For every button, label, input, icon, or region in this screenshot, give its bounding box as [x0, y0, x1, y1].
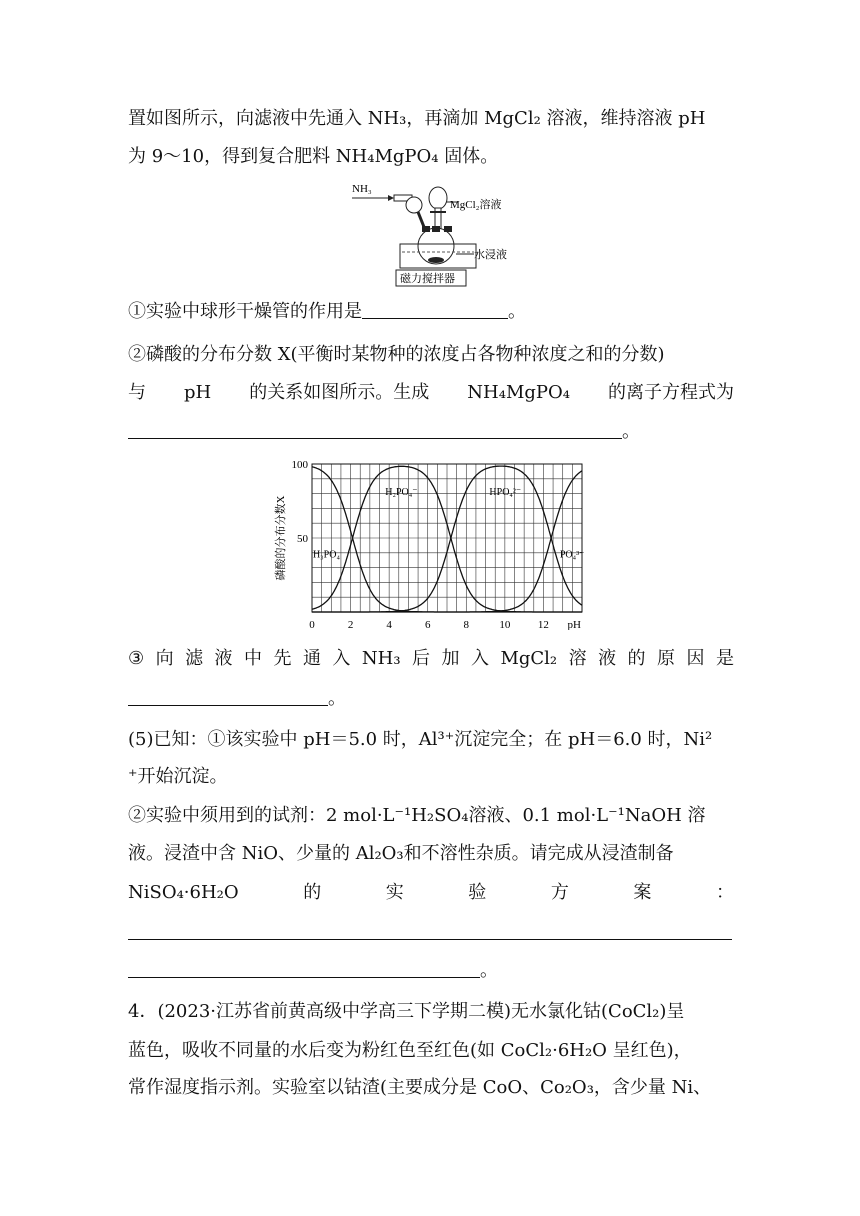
word: 原	[657, 648, 676, 669]
answer-blank[interactable]	[128, 921, 732, 940]
word: 与	[128, 382, 146, 403]
x-tick-label: 6	[424, 619, 431, 630]
text-line: 置如图所示，向滤液中先通入 NH₃，再滴加 MgCl₂ 溶液，维持溶液 pH	[128, 108, 706, 129]
mgcl2-label: MgCl₂溶液	[450, 199, 502, 211]
x-tick-label: 10	[499, 619, 511, 630]
word: 液	[214, 648, 233, 669]
drying-tube	[406, 197, 422, 213]
series-label: H₂PO₄⁻	[385, 487, 418, 499]
apparatus-figure	[350, 180, 520, 288]
word: 向	[155, 648, 174, 669]
text-line: (5)已知：①该实验中 pH＝5.0 时，Al³⁺沉淀完全；在 pH＝6.0 时，Ni²	[128, 729, 713, 750]
word: 后	[412, 648, 431, 669]
water-label: 水浸液	[474, 249, 507, 261]
answer-blank[interactable]	[128, 959, 480, 978]
word: 是	[715, 648, 734, 669]
x-tick-label: 8	[463, 619, 470, 630]
word: 的	[627, 648, 646, 669]
distribution-chart	[270, 452, 600, 630]
word: 入	[470, 648, 489, 669]
answer-blank[interactable]	[128, 687, 328, 706]
word: 的	[303, 882, 322, 903]
text-line: ②实验中须用到的试剂：2 mol·L⁻¹H₂SO₄溶液、0.1 mol·L⁻¹NaOH 溶	[128, 805, 706, 826]
justified-line	[128, 647, 734, 671]
y-tick-label: 50	[297, 533, 308, 545]
justified-line	[128, 381, 734, 405]
text-line: ②磷酸的分布分数 X(平衡时某物种的浓度占各物种浓度之和的分数)	[128, 344, 665, 365]
answer-line	[128, 420, 734, 444]
word: 通	[302, 648, 321, 669]
word: 滤	[185, 648, 204, 669]
period: 。	[328, 688, 346, 709]
word: 的离子方程式为	[608, 382, 734, 403]
period: 。	[508, 301, 526, 322]
x-tick-label: 2	[347, 619, 354, 630]
word: ③	[128, 648, 145, 669]
answer-line	[128, 921, 734, 945]
text-line: 4．(2023·江苏省前黄高级中学高三下学期二模)无水氯化钴(CoCl₂)呈	[128, 1001, 685, 1022]
answer-line	[128, 687, 734, 711]
series-label: HPO₄²⁻	[489, 487, 522, 499]
word: 溶	[568, 648, 587, 669]
text-line: 为 9～10，得到复合肥料 NH₄MgPO₄ 固体。	[128, 146, 499, 167]
word: ：	[715, 882, 734, 903]
x-axis-label: pH	[567, 619, 582, 630]
word: 入	[332, 648, 351, 669]
nh3-label: NH₃	[352, 183, 372, 195]
text-line: ⁺开始沉淀。	[128, 766, 228, 787]
dropping-funnel	[429, 187, 447, 209]
stirrer-label: 磁力搅拌器	[400, 273, 455, 285]
word: 加	[441, 648, 460, 669]
x-tick-label: 4	[386, 619, 392, 630]
question-line	[128, 300, 734, 324]
word: NH₃	[361, 648, 401, 669]
word: NiSO₄·6H₂O	[128, 882, 239, 903]
word: NH₄MgPO₄	[467, 382, 570, 403]
word: 先	[273, 648, 292, 669]
word: 方	[550, 882, 569, 903]
word: 液	[598, 648, 617, 669]
x-tick-label: 12	[537, 619, 549, 630]
series-label: H₃PO₄	[312, 549, 340, 561]
text-line: 蓝色，吸收不同量的水后变为粉红色至红色(如 CoCl₂·6H₂O 呈红色)，	[128, 1040, 692, 1061]
y-tick-label: 100	[291, 459, 308, 471]
question-text: ①实验中球形干燥管的作用是	[128, 301, 362, 322]
y-axis-label: 磷酸的分布分数X	[275, 495, 287, 581]
justified-line	[128, 881, 734, 905]
answer-blank[interactable]	[128, 420, 622, 439]
word: 实	[385, 882, 404, 903]
answer-blank[interactable]	[362, 300, 508, 319]
word: 案	[633, 882, 652, 903]
word: 中	[244, 648, 263, 669]
word: 因	[686, 648, 705, 669]
text-line: 液。浸渣中含 NiO、少量的 Al₂O₃和不溶性杂质。请完成从浸渣制备	[128, 843, 674, 864]
word: MgCl₂	[500, 648, 558, 669]
period: 。	[622, 421, 640, 442]
x-tick-label: 0	[309, 619, 315, 630]
word: 的关系如图所示。生成	[249, 382, 430, 403]
word: 验	[468, 882, 487, 903]
word: pH	[184, 382, 212, 403]
period: 。	[480, 960, 498, 981]
answer-line	[128, 959, 734, 983]
series-label: PO₄³⁻	[559, 549, 585, 561]
text-line: 常作湿度指示剂。实验室以钴渣(主要成分是 CoO、Co₂O₃，含少量 Ni、	[128, 1077, 712, 1098]
